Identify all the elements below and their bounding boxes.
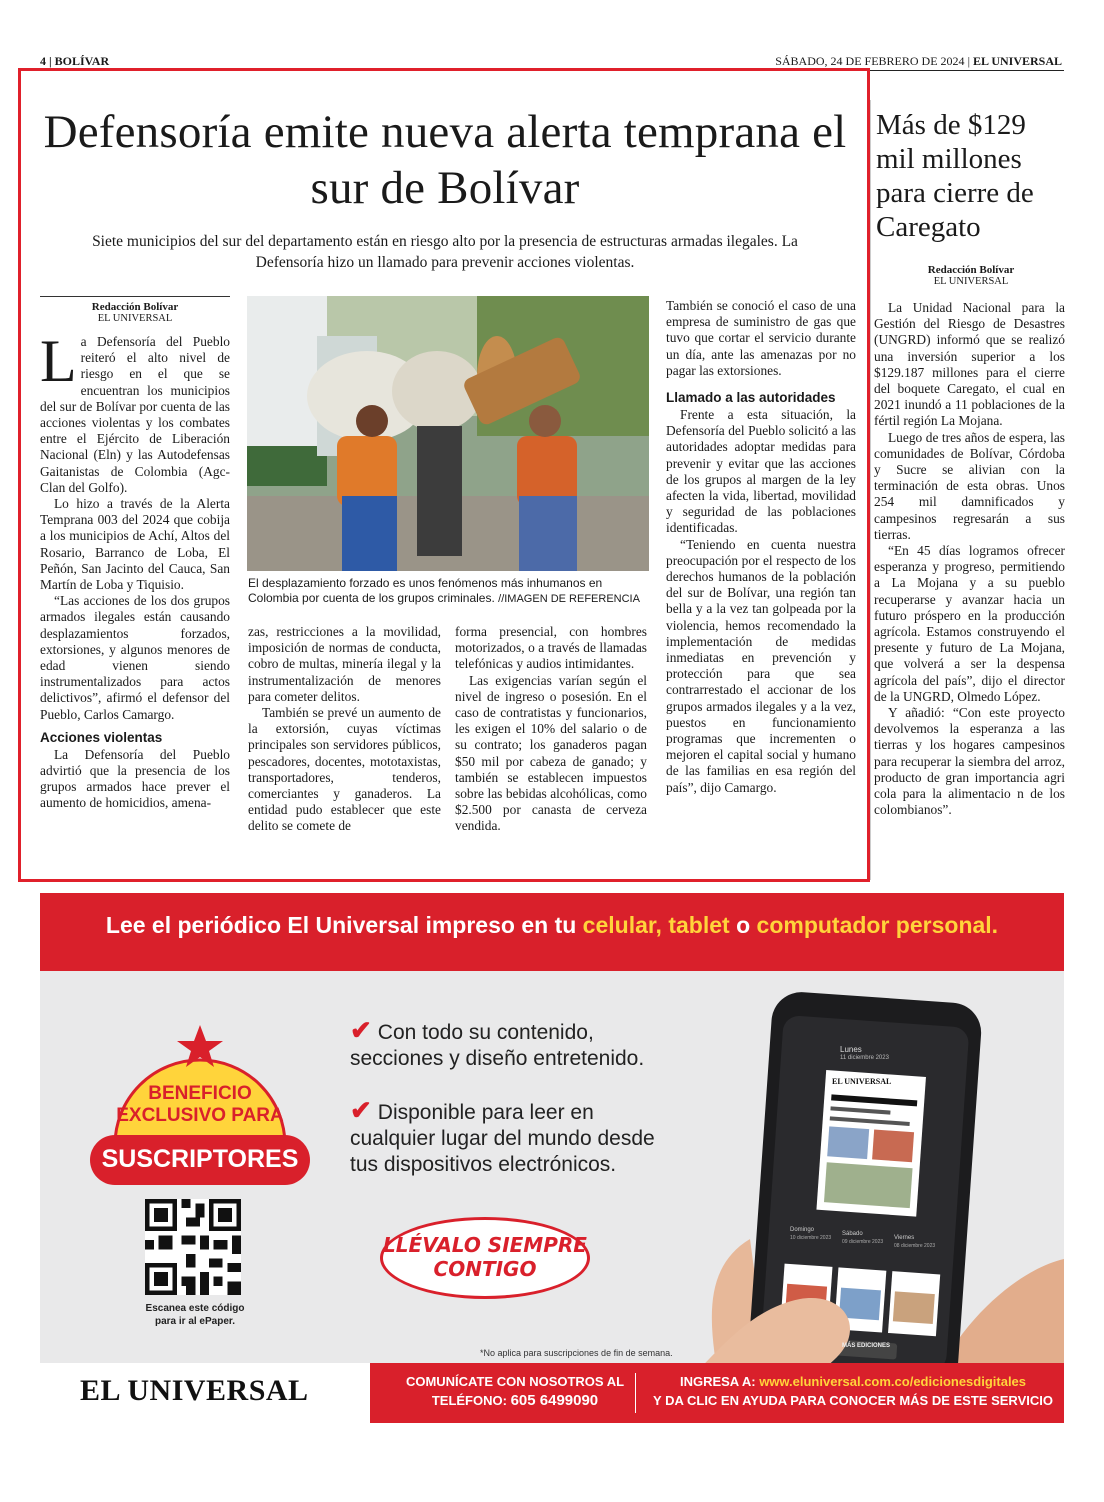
- ad-contact: [395, 1372, 635, 1410]
- screen-thumb-2-day: Sábado: [842, 1231, 863, 1237]
- byline-name: Redacción Bolívar: [91, 301, 179, 313]
- paragraph: zas, restricciones a la movilidad, imposición de normas de conducta, cobro de multas, minería ilegal y la instrumentalización de menores para cometer delitos.: [248, 624, 441, 704]
- screen-more-editions-button[interactable]: MÁS EDICIONES: [841, 1343, 890, 1349]
- stamp-text: LLÉVALO SIEMPRE CONTIGO: [383, 1233, 587, 1281]
- paragraph: “Teniendo en cuenta nuestra preocupación por el respecto de los derechos humanos de la población del sur de Bolívar, una región tan bella y a la vez tan golpeada por la violencia, hemos recomendado la implementación de medidas inmediatas en prevención y protección para que sea contrarrestado el accionar de los grupos armados ilegales y a la vez, puestos en funcionamiento programas que incrementen o mejoren el capital social y humano de las familias en esa región del país”, dijo Camargo.: [666, 536, 856, 795]
- screen-thumb-3-day: Viernes: [894, 1235, 915, 1241]
- badge-line3: SUSCRIPTORES: [101, 1145, 299, 1173]
- caption-text: El desplazamiento forzado es unos fenómenos más inhumanos en Colombia por cuenta de los grupos criminales.: [248, 576, 603, 605]
- el-universal-logo: EL UNIVERSAL: [80, 1374, 309, 1407]
- screen-date: 11 diciembre 2023: [840, 1055, 889, 1061]
- paragraph: “En 45 días logramos ofrecer esperanza y progreso, permitiendo a La Mojana y a su pueblo recuperarse y avanzar hacia un futuro próspero en la producción agrícola. Estamos construyendo el presente y futuro de La Mojana, que volverá a ser la despensa agrícola del país”, dijo el director de la UNGRD, Olmedo López.: [874, 543, 1065, 704]
- phone-illustration: [600, 969, 1064, 1389]
- ad-banner-text: [40, 912, 1064, 939]
- qr-code-icon: [145, 1199, 241, 1295]
- byline-outlet: EL UNIVERSAL: [933, 276, 1009, 287]
- main-headline: Defensoría emite nueva alerta temprana el sur de Bolívar: [43, 106, 847, 214]
- banner-text-d: computador personal.: [756, 912, 999, 938]
- paragraph: forma presencial, con hombres motorizados, o a través de llamadas telefónicas y audios intimidantes.: [455, 624, 647, 672]
- qr-code[interactable]: [145, 1199, 241, 1295]
- byline-outlet: EL UNIVERSAL: [97, 313, 173, 324]
- caption-credit: //IMAGEN DE REFERENCIA: [498, 593, 640, 605]
- paragraph: Y añadió: “Con este proyecto devolvemos la esperanza a las tierras y los hogares campesinos para recuperar la siembra del arroz, producto de gran importancia agri cola para la alimentacio n de los colombianos”.: [874, 705, 1065, 818]
- paragraph: También se conoció el caso de una empresa de suministro de gas que tuvo que cortar el servicio durante un día, ante las amenazas por no pagar las extorsiones.: [666, 298, 856, 378]
- phone-graphic: [600, 969, 1064, 1389]
- paper-name: EL UNIVERSAL: [972, 54, 1062, 68]
- contact-phone[interactable]: 605 6499090: [510, 1392, 599, 1409]
- paragraph: Luego de tres años de espera, las comunidades de Bolívar, Córdoba y Sucre se alivian con la terminación de esta obras. Unos 254 mil damnificados y campesinos regresarán a sus tierras.: [874, 429, 1065, 542]
- web-instructions: Y DA CLIC EN AYUDA PARA CONOCER MÁS DE ESTE SERVICIO: [653, 1393, 1053, 1408]
- screen-thumb-3-date: 08 diciembre 2023: [894, 1243, 936, 1249]
- side-story-body: [874, 300, 1065, 819]
- ad-footer-divider: [635, 1373, 636, 1413]
- screen-thumb-1-day: Domingo: [790, 1227, 815, 1233]
- ad-web: [648, 1372, 1058, 1410]
- byline-name: Redacción Bolívar: [927, 264, 1015, 276]
- badge-line1: BENEFICIO: [148, 1083, 252, 1104]
- subhead-acciones: Acciones violentas: [40, 729, 163, 745]
- banner-text-c: o: [729, 912, 757, 938]
- page-number: 4: [40, 54, 46, 68]
- folio-left: 4 | BOLÍVAR: [40, 54, 110, 68]
- check-icon: ✔: [350, 1015, 372, 1045]
- selection-frame: [18, 68, 870, 882]
- web-link[interactable]: www.eluniversal.com.co/edicionesdigitales: [759, 1374, 1027, 1389]
- side-headline: Más de $129 mil millones para cierre de Caregato: [876, 109, 1034, 243]
- banner-text-a: Lee el periódico El Universal impreso en tu: [105, 912, 583, 938]
- paragraph: “Las acciones de los dos grupos armados ilegales están causando desplazamientos forzados, extorsiones, y algunos menores de edad vienen siendo instrumentalizados para actos delictivos”, afirmó el defensor del Pueblo, Carlos Camargo.: [40, 593, 230, 722]
- paragraph: La Unidad Nacional para la Gestión del Riesgo de Desastres (UNGRD) informó que se realizó una inversión superior a los $129.187 millones para el cierre del boquete Caregato, el cual en 2021 inundó a 11 poblaciones de la fértil región La Mojana.: [874, 300, 1065, 429]
- contact-label: TELÉFONO:: [431, 1393, 507, 1408]
- paragraph: Las exigencias varían según el nivel de ingreso o posesión. En el caso de contratistas y funcionarios, les exigen el 10% del salario o de su contrato; los ganaderos pagan $50 mil por cabeza de ganado; y también se establecen impuestos sobre las bebidas alcohólicas, como $2.500 por canasta de cerveza vendida.: [455, 672, 647, 834]
- benefit-badge: [85, 1025, 315, 1225]
- issue-date: SÁBADO, 24 DE FEBRERO DE 2024: [775, 54, 965, 68]
- banner-text-b: celular, tablet: [582, 912, 730, 938]
- lead-text: a Defensoría del Pueblo reiteró el alto nivel de riesgo en el que se encuentran los municipios del sur de Bolívar por cuenta de las acciones violentas y los combates entre el Ejército de Liberación Nacional (Eln) y las Autodefensas Gaitanistas de Colombia (Agc-Clan del Golfo).: [40, 334, 230, 495]
- qr-caption: Escanea este código para ir al ePaper.: [145, 1303, 245, 1327]
- paragraph: Lo hizo a través de la Alerta Temprana 003 del 2024 que cobija a los municipios de Achí, Altos del Rosario, Barranco de Loba, El Peñón, San Jacinto del Cauca, San Martín de Loba y Tiquisio.: [40, 496, 230, 593]
- side-byline: [876, 265, 1066, 287]
- paragraph: También se prevé un aumento de la extorsión, cuyas víctimas principales son servidores públicos, pescadores, docentes, mototaxistas, transportadores, tenderos, comerciantes y ganaderos. La entidad pudo establecer que este delito se comete de: [248, 705, 441, 834]
- screen-thumb-1-date: 10 diciembre 2023: [790, 1235, 832, 1241]
- badge-line2: EXCLUSIVO PARA: [116, 1105, 284, 1126]
- paragraph: Frente a esta situación, la Defensoría del Pueblo solicitó a las autoridades adoptar medidas para prevenir y evitar que las acciones de los grupos al margen de la ley afecten la vida, libertad, movilidad y seguridad de las poblaciones identificadas.: [666, 407, 856, 536]
- check-icon: ✔: [350, 1095, 372, 1125]
- feature-text: Con todo su contenido, secciones y diseño entretenido.: [350, 1021, 645, 1070]
- subscription-ad[interactable]: [40, 893, 1064, 1423]
- contact-line-1: COMUNÍCATE CON NOSOTROS AL: [405, 1374, 625, 1389]
- ad-footnote: *No aplica para suscripciones de fin de semana.: [480, 1348, 673, 1358]
- drop-cap: L: [40, 328, 77, 394]
- screen-masthead: EL UNIVERSAL: [832, 1077, 892, 1086]
- screen-day: Lunes: [840, 1045, 862, 1054]
- paragraph: La Defensoría del Pueblo advirtió que la presencia de los grupos armados hace prever el aumento de homicidios, amena-: [40, 746, 230, 811]
- folio-right: SÁBADO, 24 DE FEBRERO DE 2024 | EL UNIVERSAL: [775, 54, 1062, 68]
- subhead-llamado: Llamado a las autoridades: [666, 390, 836, 406]
- main-deck: Siete municipios del sur del departamento están en riesgo alto por la presencia de estructuras armadas ilegales. La Defensoría hizo un llamado para prevenir acciones violentas.: [92, 233, 798, 271]
- web-label: INGRESA A:: [679, 1374, 760, 1389]
- side-rule: [870, 100, 871, 880]
- section-name: BOLÍVAR: [54, 54, 110, 68]
- feature-text: Disponible para leer en cualquier lugar del mundo desde tus dispositivos electrónicos.: [350, 1101, 655, 1176]
- screen-thumb-2-date: 09 diciembre 2023: [842, 1239, 884, 1245]
